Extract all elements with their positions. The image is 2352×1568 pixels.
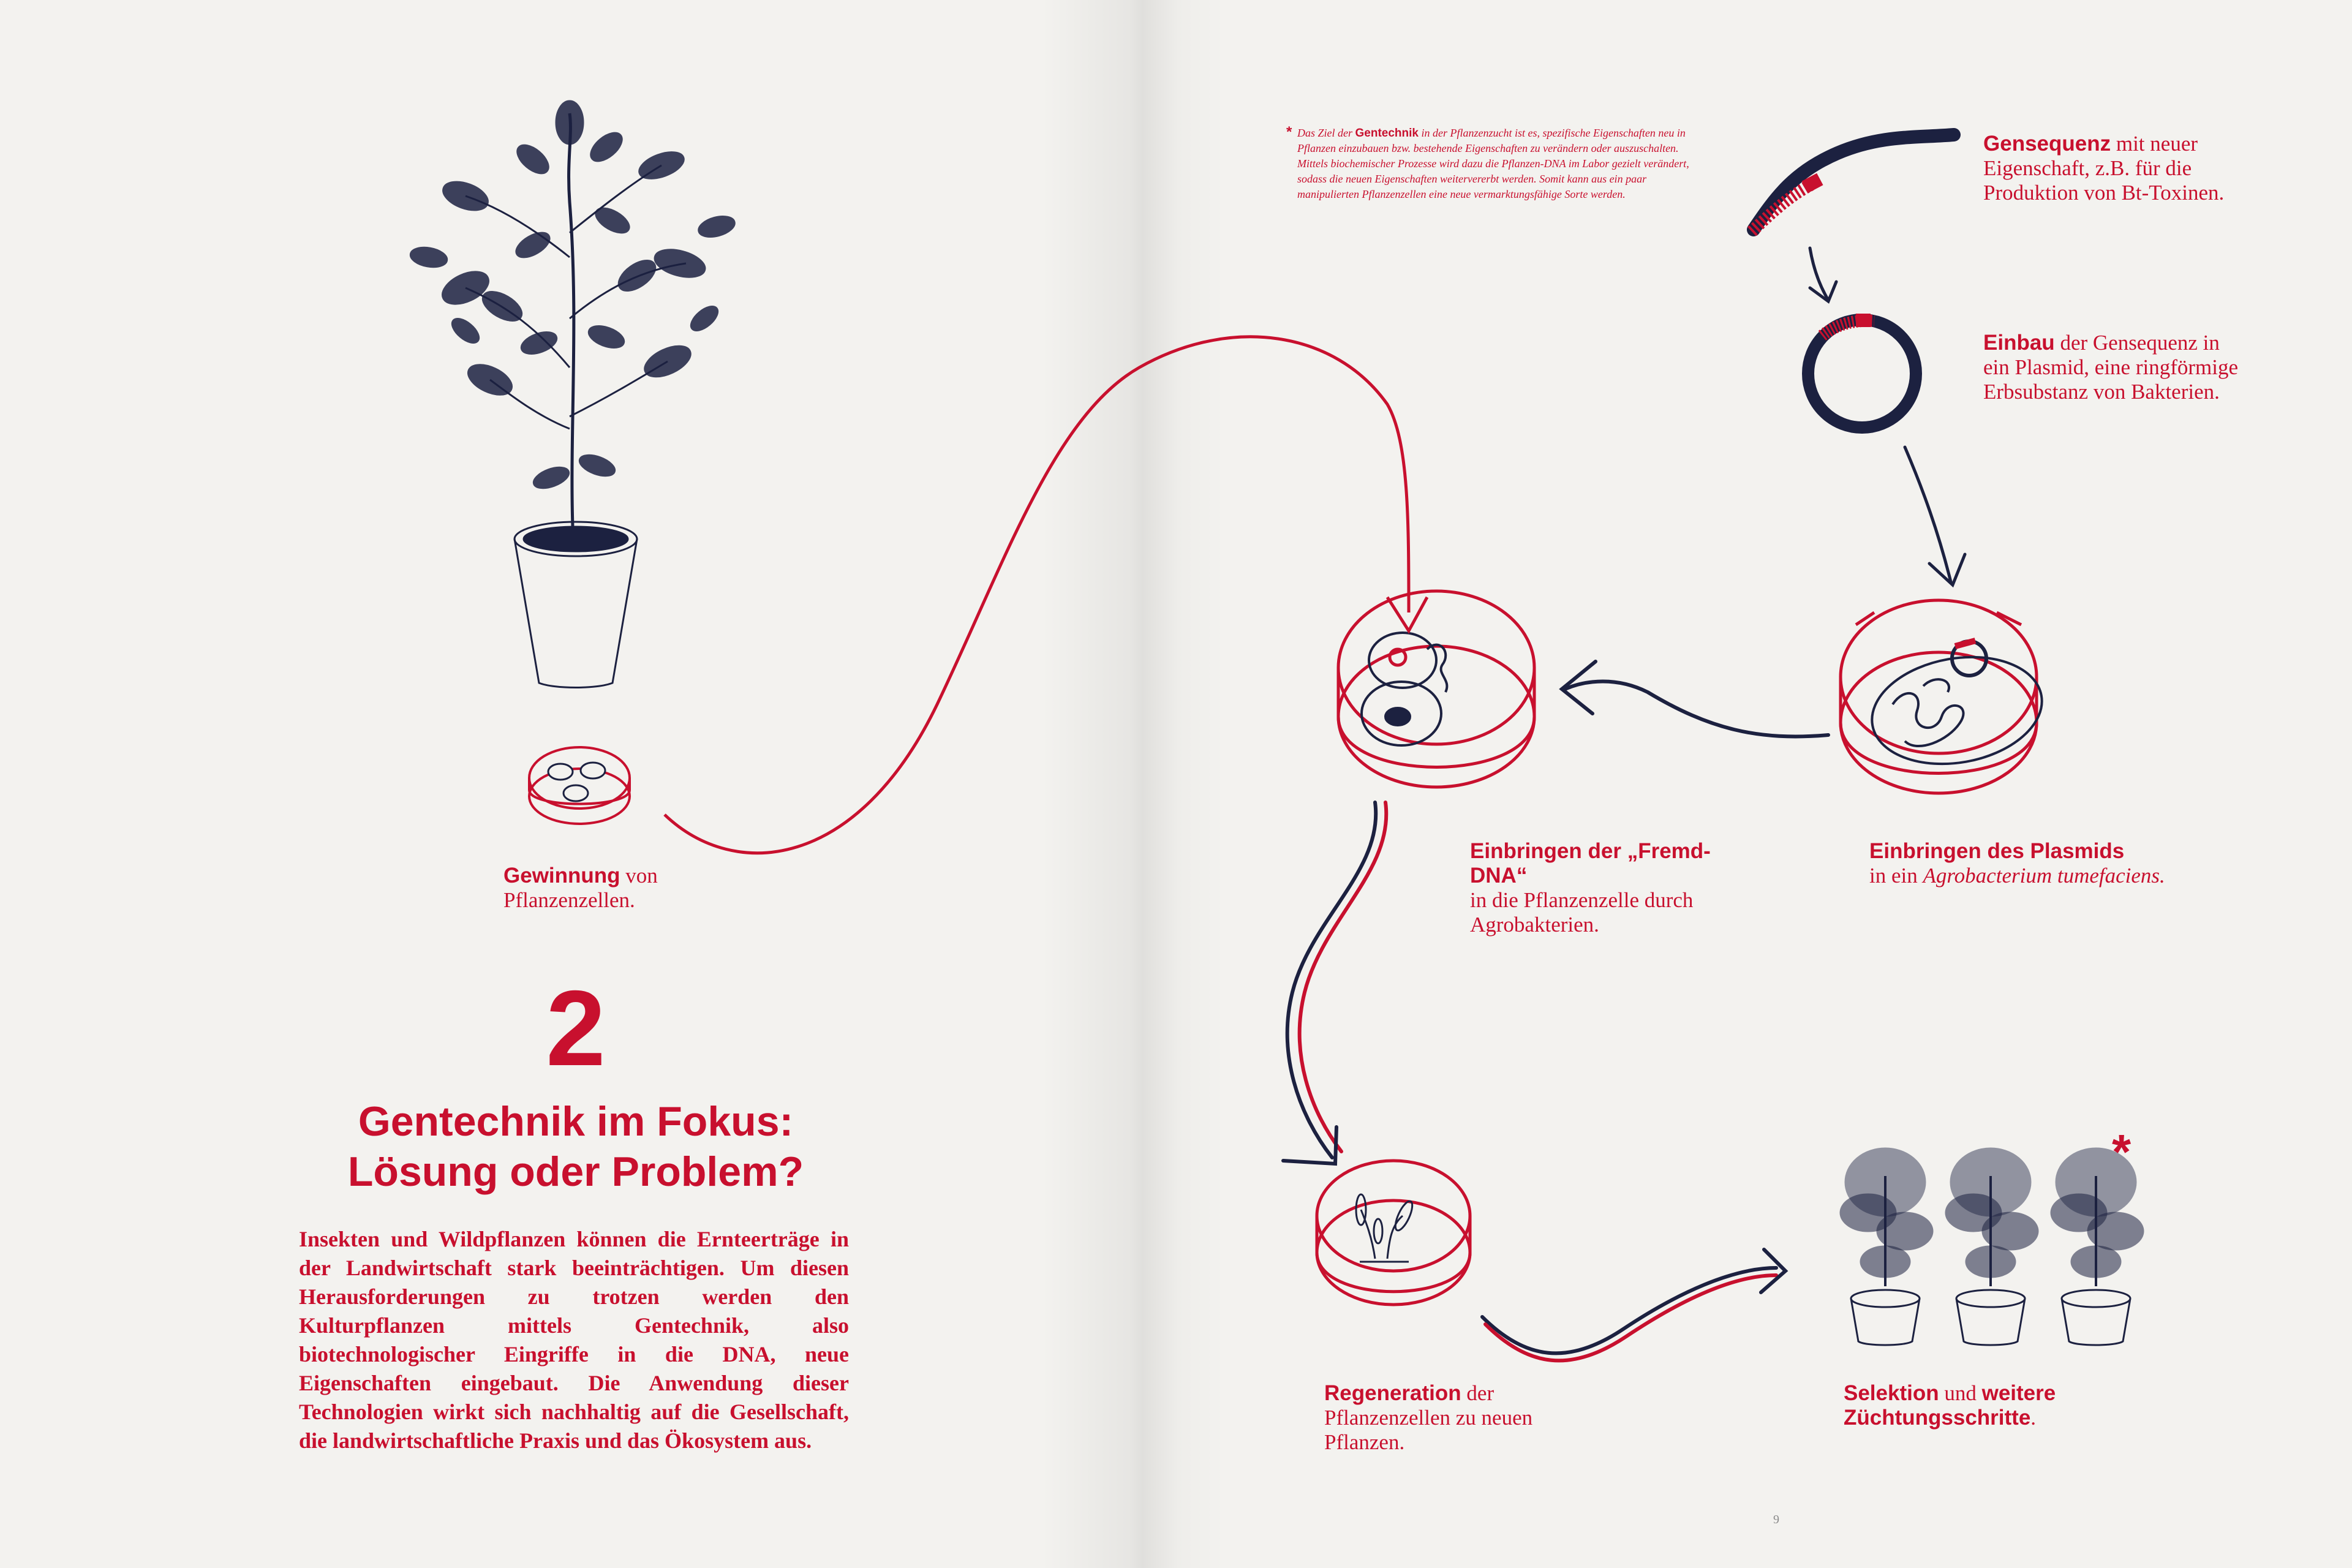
- caption-bold-2: weitere Züchtungsschritte: [1844, 1381, 2056, 1430]
- chapter-title-line1: Gentechnik im Fokus:: [358, 1098, 794, 1145]
- seedling-icon: [1356, 1194, 1415, 1262]
- footnote-star: *: [1286, 124, 1292, 140]
- caption-rest: in die Pflanzenzelle durch Agrobakterien.: [1470, 888, 1694, 937]
- petri-dish-icon: [529, 747, 630, 824]
- footnote-keyword: Gentechnik: [1355, 127, 1419, 140]
- caption-rest: der Gensequenz in ein Plasmid, eine ringförmige Erbsubstanz von Bakterien.: [1983, 331, 2239, 404]
- chapter-title-line2: Lösung oder Problem?: [347, 1148, 804, 1195]
- caption-rest: von Pflanzenzellen.: [503, 864, 658, 912]
- caption-bold: Regeneration: [1324, 1381, 1461, 1405]
- footnote-text: Das Ziel der: [1297, 127, 1355, 139]
- caption-bold: Selektion: [1844, 1381, 1939, 1405]
- regeneration-dish-icon: [1317, 1161, 1470, 1305]
- caption-rest: der Pflanzenzellen zu neuen Pflanzen.: [1324, 1381, 1533, 1454]
- plant-cell-dish-icon: [1338, 591, 1534, 787]
- potted-plant-illustration: [409, 101, 737, 688]
- flow-arrow-red: [665, 337, 1409, 853]
- caption-bold: Gensequenz: [1983, 132, 2111, 156]
- caption-fremd-dna: [1470, 839, 1758, 937]
- page-number: 9: [1773, 1513, 1779, 1526]
- caption-rest: in ein: [1869, 864, 1923, 888]
- caption-rest: und: [1939, 1381, 1982, 1405]
- footnote-text-rest: in der Pflanzenzucht ist es, spezifische Eigenschaften neu in Pflanzen einzubauen bzw. bestehende Eigenschaften zu verändern oder auszuschalten. Mittels biochemischer Prozesse wird dazu die Pflanzen-DNA im Labor gezielt verändert, sodass die neuen Eigenschaften weitervererbt werden. Somit kann aus ein paar manipulierten Pflanzenzellen eine neue vermarktungsfähige Sorte werden.: [1297, 127, 1689, 200]
- chapter-number: 2: [546, 969, 606, 1088]
- caption-italic: Agrobacterium tumefaciens.: [1923, 864, 2165, 888]
- caption-bold: Gewinnung: [503, 864, 620, 888]
- caption-bold: Einbau: [1983, 331, 2055, 355]
- chapter-body-text: Insekten und Wildpflanzen können die Ernteerträge in der Landwirtschaft stark beeinträchtigen. Um diesen Herausforderungen zu trotzen werden den Kulturpflanzen mittels Gentechnik, also biotechnologischer Eingriffe in die DNA, neue Eigenschaften eingebaut. Die Anwendung dieser Technologien wirkt sich nachhaltig auf die Gesellschaft, die landwirtschaftliche Praxis und das Ökosystem aus.: [299, 1227, 849, 1453]
- caption-bold: Einbringen der „Fremd-DNA“: [1470, 839, 1711, 888]
- caption-bold: Einbringen des Plasmids: [1869, 839, 2125, 863]
- selected-plants-illustration: [1841, 1148, 2143, 1345]
- caption-end: .: [2030, 1406, 2037, 1430]
- plasmid-ring-icon: [1808, 314, 1916, 428]
- caption-gensequenz: [1983, 132, 2259, 205]
- caption-regeneration: [1324, 1381, 1569, 1455]
- chapter-title: [294, 1096, 858, 1197]
- footnote: [1286, 124, 1702, 202]
- footnote-marker-star: *: [2112, 1125, 2132, 1179]
- dna-strand-icon: [1752, 135, 1954, 232]
- caption-rest: mit neuer Eigenschaft, z.B. für die Produktion von Bt-Toxinen.: [1983, 132, 2225, 205]
- caption-plasmid: [1869, 839, 2212, 888]
- caption-selektion: [1844, 1381, 2089, 1430]
- caption-einbau: [1983, 331, 2241, 404]
- caption-gewinnung: [503, 864, 687, 913]
